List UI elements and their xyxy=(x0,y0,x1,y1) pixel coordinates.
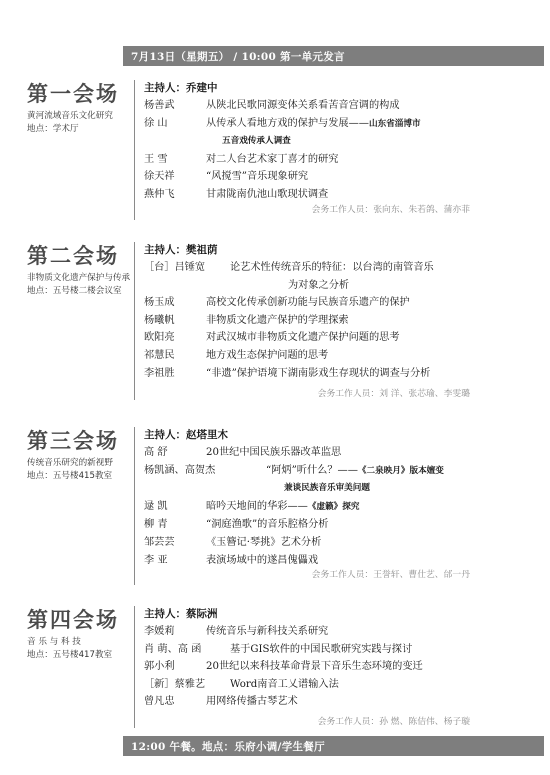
speaker-name: 邹芸芸 xyxy=(144,536,175,548)
lunch-footer-bar: 12:00 午餐。地点：乐府小调/学生餐厅 xyxy=(123,736,544,756)
talk-title-block xyxy=(230,259,544,294)
speaker-name: 李媛莉 xyxy=(144,626,175,637)
speaker-name: 曾凡忠 xyxy=(144,696,175,708)
speaker-name: ［新］蔡雅艺 xyxy=(144,678,206,690)
staff-list: 会务工作人员：王誉轩、曹仕艺、邰一丹 xyxy=(311,570,470,580)
speaker-name: 徐天祥 xyxy=(144,171,175,183)
speaker-name: 杨善武 xyxy=(144,100,175,111)
talk-title: “洞庭渔歌”的音乐腔格分析 xyxy=(206,519,329,531)
venue-location: 地点：五号楼二楼会议室 xyxy=(27,286,122,296)
talk-title: 暗吟天地间的华彩—— xyxy=(206,500,308,512)
venue-info xyxy=(27,604,127,662)
talk-title: 对武汉城市非物质文化遗产保护问题的思考 xyxy=(206,332,400,344)
venue-location: 地点：五号楼417教室 xyxy=(27,650,113,660)
divider-line xyxy=(134,80,135,220)
speaker-name: ［台］吕锤宽 xyxy=(144,262,206,273)
venue-topic: 音 乐 与 科 技 xyxy=(27,637,81,647)
talk-row xyxy=(144,294,544,312)
talk-title: “风搅雪”音乐现象研究 xyxy=(206,171,309,183)
speaker-name: 逯 凯 xyxy=(144,500,168,512)
talk-title-block xyxy=(266,462,544,498)
speaker-name: 柳 青 xyxy=(144,519,168,531)
speaker-name: 杨凯涵、高贺杰 xyxy=(144,464,216,476)
venue-title: 第二会场 xyxy=(27,243,119,268)
talk-row xyxy=(144,462,544,498)
talk-title-block xyxy=(206,498,544,517)
talk-row xyxy=(144,186,544,204)
speaker-name: 李 亚 xyxy=(144,554,168,566)
speaker-name: 王 雪 xyxy=(144,153,168,165)
speaker-name: 肖 萌、高 函 xyxy=(144,643,202,655)
venue-info xyxy=(27,78,127,136)
talk-subtitle-continued: 兼谈民族音乐审美问题 xyxy=(284,483,370,494)
talk-title: Word南音工乂谱输入法 xyxy=(230,678,339,690)
talk-title: 20世纪中国民族乐器改革监思 xyxy=(206,447,342,458)
venue-topic: 黄河流域音乐文化研究 xyxy=(27,111,113,121)
talk-title: 传统音乐与新科技关系研究 xyxy=(206,626,329,637)
talk-row xyxy=(144,658,544,676)
talk-subtitle: 山东省淄博市 xyxy=(369,118,421,129)
speaker-name: 高 舒 xyxy=(144,447,168,458)
talk-title: 表演场域中的遂昌傀儡戏 xyxy=(206,554,319,566)
talk-row xyxy=(144,444,544,462)
speaker-name: 祁慧民 xyxy=(144,349,175,361)
talk-title: 从陕北民歌同源变体关系看苦音宫调的构成 xyxy=(206,100,400,111)
session-host: 主持人：赵塔里木 xyxy=(144,429,228,441)
talk-title: 甘肃陇南仇池山歌现状调查 xyxy=(206,188,329,200)
talk-list xyxy=(144,606,544,711)
talk-title: “阿炳”听什么？—— xyxy=(266,464,358,476)
talk-title-block xyxy=(206,115,544,151)
talk-row xyxy=(144,347,544,365)
staff-list: 会务工作人员：刘 洋、张芯瑜、李雯璐 xyxy=(317,389,470,399)
talk-row xyxy=(144,115,544,151)
speaker-name: 郭小利 xyxy=(144,661,175,673)
staff-list: 会务工作人员：张向东、朱若鸽、蒲亦菲 xyxy=(311,205,470,215)
talk-title: 20世纪以来科技革命背景下音乐生态环境的变迁 xyxy=(206,661,423,673)
talk-title: 对二人台艺术家丁喜才的研究 xyxy=(206,153,339,165)
speaker-name: 杨曦帆 xyxy=(144,314,175,326)
venue-title: 第四会场 xyxy=(27,607,119,632)
venue-topic: 非物质文化遗产保护与传承 xyxy=(27,273,131,283)
talk-row xyxy=(144,534,544,552)
talk-row xyxy=(144,676,544,694)
talk-row xyxy=(144,365,544,383)
talk-title: 非物质文化遗产保护的学理探索 xyxy=(206,314,349,326)
talk-subtitle: 《虚籁》探究 xyxy=(307,501,360,512)
venue-location: 地点：五号楼415教室 xyxy=(27,471,113,481)
session-host: 主持人：樊祖荫 xyxy=(144,244,218,256)
venue-info xyxy=(27,240,131,298)
speaker-name: 燕仲飞 xyxy=(144,188,175,200)
talk-list xyxy=(144,427,544,569)
talk-row xyxy=(144,97,544,115)
talk-row xyxy=(144,623,544,641)
divider-line xyxy=(134,427,135,585)
talk-title: 基于GIS软件的中国民歌研究实践与探讨 xyxy=(230,643,413,655)
staff-list: 会务工作人员：孙 燃、陈佶伟、杨子璇 xyxy=(317,717,470,727)
speaker-name: 李祖胜 xyxy=(144,367,175,379)
venue-info xyxy=(27,425,127,483)
schedule-header-bar: 7月13日（星期五） / 10:00 第一单元发言 xyxy=(123,46,544,66)
talk-row xyxy=(144,641,544,659)
speaker-name: 杨玉成 xyxy=(144,297,175,309)
talk-row xyxy=(144,312,544,330)
talk-row xyxy=(144,516,544,534)
talk-row xyxy=(144,151,544,169)
divider-line xyxy=(134,606,135,728)
talk-row xyxy=(144,259,544,294)
talk-subtitle-continued: 五音戏传承人调查 xyxy=(222,136,291,147)
talk-title: 论艺术性传统音乐的特征：以台湾的南管音乐 xyxy=(230,262,434,273)
session-host: 主持人：蔡际洲 xyxy=(144,608,218,620)
talk-row xyxy=(144,168,544,186)
talk-title: 高校文化传承创新功能与民族音乐遗产的保护 xyxy=(206,297,410,309)
talk-title: 地方戏生态保护问题的思考 xyxy=(206,349,329,361)
talk-row xyxy=(144,329,544,347)
divider-line xyxy=(134,242,135,400)
venue-title: 第一会场 xyxy=(27,81,119,106)
talk-row xyxy=(144,498,544,517)
speaker-name: 欧阳亮 xyxy=(144,332,175,344)
talk-title: 《玉簪记·琴挑》艺术分析 xyxy=(206,536,322,548)
talk-subtitle: 《二泉映月》版本嬗变 xyxy=(357,465,444,476)
talk-title: “非遗”保护语境下湖南影戏生存现状的调查与分析 xyxy=(206,367,431,379)
talk-row xyxy=(144,693,544,711)
talk-title: 从传承人看地方戏的保护与发展—— xyxy=(206,117,369,129)
talk-list xyxy=(144,242,544,382)
venue-title: 第三会场 xyxy=(27,428,119,453)
talk-list xyxy=(144,80,544,204)
venue-location: 地点：学术厅 xyxy=(27,124,79,134)
talk-title-continued: 为对象之分析 xyxy=(288,279,350,291)
speaker-name: 徐 山 xyxy=(144,117,168,129)
venue-topic: 传统音乐研究的新视野 xyxy=(27,458,113,468)
session-host: 主持人：乔建中 xyxy=(144,82,218,94)
talk-title: 用网络传播古琴艺术 xyxy=(206,696,298,708)
